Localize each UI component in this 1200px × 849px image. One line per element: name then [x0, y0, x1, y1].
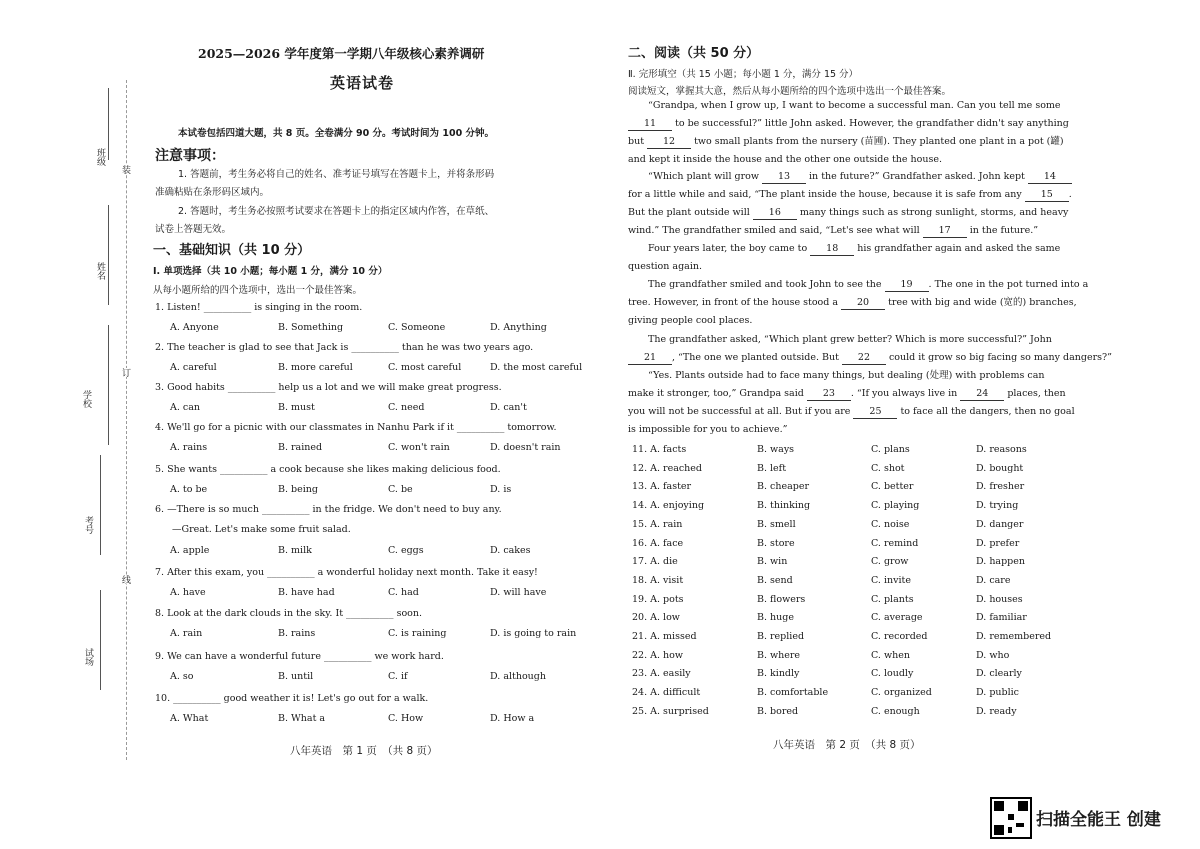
- cloze-blank: 25: [853, 406, 897, 419]
- passage-text: .: [1068, 189, 1072, 200]
- passage-text: tree with big and wide (宽的) branches,: [885, 297, 1077, 308]
- class-label: 班级: [95, 148, 105, 166]
- cloze-option: D. remembered: [976, 631, 1052, 642]
- cloze-option: 23. A. easily: [632, 668, 691, 680]
- part1-instruction: 从每小题所给的四个选项中，选出一个最佳答案。: [153, 285, 363, 296]
- passage-line: [628, 261, 702, 273]
- cloze-option: D. who: [976, 649, 1010, 661]
- cloze-option: B. flowers: [757, 593, 806, 605]
- notice-item2-b: 试卷上答题无效。: [155, 224, 232, 235]
- cloze-option: B. replied: [757, 631, 805, 642]
- school-label: 学校: [81, 390, 91, 408]
- passage-text: to face all the dangers, then no goal: [897, 406, 1075, 417]
- passage-line: [628, 225, 1038, 238]
- qr-code-icon: [990, 797, 1032, 839]
- question-option: B. until: [278, 671, 314, 682]
- cloze-blank: 22: [842, 352, 886, 365]
- cloze-option: 14. A. enjoying: [632, 500, 705, 512]
- paper-title: 英语试卷: [330, 74, 395, 92]
- cloze-option: 21. A. missed: [632, 631, 697, 642]
- cloze-option: B. left: [757, 462, 787, 474]
- notice-item1-b: 准确粘贴在条形码区域内。: [155, 187, 270, 198]
- cloze-option: B. bored: [757, 705, 799, 717]
- question-stem: 5. She wants __________ a cook because she likes making delicious food.: [155, 464, 501, 475]
- question-option: A. have: [170, 587, 206, 598]
- passage-text: for a little while and said, “The plant inside the house, because it is safe from any: [628, 189, 1025, 200]
- passage-line: [628, 118, 1069, 131]
- cloze-blank: 17: [923, 225, 967, 238]
- passage-line: [628, 315, 752, 327]
- passage-text: many things such as strong sunlight, storms, and heavy: [796, 207, 1069, 218]
- room-field-line: [100, 590, 101, 690]
- cloze-option: B. thinking: [757, 500, 811, 512]
- question-stem: 3. Good habits __________ help us a lot and we will make great progress.: [155, 382, 502, 393]
- cloze-option: B. send: [757, 574, 793, 586]
- cloze-option: D. care: [976, 574, 1011, 586]
- cloze-option: 25. A. surprised: [632, 705, 709, 717]
- cloze-option: 12. A. reached: [632, 462, 702, 474]
- question-stem: 2. The teacher is glad to see that Jack is __________ than he was two years ago.: [155, 342, 534, 353]
- cloze-option: D. fresher: [976, 481, 1025, 493]
- cloze-option: D. familiar: [976, 612, 1027, 624]
- part1-subtitle: Ⅰ. 单项选择（共 10 小题；每小题 1 分，满分 10 分）: [153, 266, 388, 277]
- passage-text: you will not be successful at all. But if you are: [628, 406, 854, 417]
- cloze-option: C. noise: [871, 518, 910, 530]
- cloze-option: C. better: [871, 481, 914, 493]
- passage-line: [628, 189, 1072, 202]
- question-stem-reply: —Great. Let's make some fruit salad.: [172, 524, 351, 535]
- cloze-option: D. reasons: [976, 444, 1027, 455]
- intro-text: 本试卷包括四道大题，共 8 页。全卷满分 90 分。考试时间为 100 分钟。: [178, 128, 495, 139]
- cloze-option: C. loudly: [871, 668, 914, 680]
- cloze-option: C. shot: [871, 462, 905, 474]
- question-option: B. must: [278, 402, 315, 413]
- passage-text: question again.: [628, 261, 702, 272]
- question-option: C. eggs: [388, 545, 424, 556]
- passage-line: [648, 100, 1061, 112]
- passage-line: [648, 243, 1060, 256]
- passage-text: giving people cool places.: [628, 315, 753, 326]
- part2-subtitle: Ⅱ. 完形填空（共 15 小题；每小题 1 分，满分 15 分）: [628, 69, 859, 80]
- question-option: D. will have: [490, 587, 547, 598]
- passage-line: [648, 171, 1072, 184]
- cloze-blank: 14: [1028, 171, 1072, 184]
- cloze-option: B. comfortable: [757, 687, 829, 699]
- page1-footer: 八年英语 第 1 页 （共 8 页）: [290, 745, 438, 757]
- question-option: B. more careful: [278, 362, 353, 373]
- cloze-option: C. remind: [871, 537, 919, 549]
- cloze-option: C. enough: [871, 705, 920, 717]
- passage-text: tree. However, in front of the house stood a: [628, 297, 842, 308]
- question-option: D. cakes: [490, 545, 531, 556]
- cloze-option: B. win: [757, 556, 788, 568]
- cloze-option: C. when: [871, 649, 910, 661]
- cloze-option: D. happen: [976, 556, 1026, 568]
- passage-line: [628, 424, 788, 436]
- passage-line: [648, 279, 1088, 292]
- binding-mark-zhuang: 装: [120, 165, 130, 174]
- question-option: C. had: [388, 587, 419, 598]
- question-option: A. to be: [170, 484, 208, 495]
- question-stem: 9. We can have a wonderful future __________ we work hard.: [155, 651, 444, 662]
- passage-text: “Which plant will grow: [648, 171, 762, 182]
- cloze-option: B. kindly: [757, 668, 800, 680]
- cloze-option: 18. A. visit: [632, 574, 684, 586]
- passage-text: but: [628, 136, 648, 147]
- cloze-blank: 24: [960, 388, 1004, 401]
- question-option: C. most careful: [388, 362, 462, 373]
- cloze-blank: 16: [753, 207, 797, 220]
- cloze-option: 13. A. faster: [632, 481, 692, 493]
- cloze-blank: 21: [628, 352, 672, 365]
- cloze-blank: 13: [762, 171, 806, 184]
- question-option: B. rained: [278, 442, 323, 453]
- class-field-line: [108, 88, 109, 160]
- cloze-blank: 18: [810, 243, 854, 256]
- scanner-watermark: 扫描全能王 创建: [1036, 810, 1161, 830]
- name-label: 姓名: [95, 262, 105, 280]
- cloze-option: D. ready: [976, 705, 1017, 717]
- question-option: C. is raining: [388, 628, 447, 639]
- question-option: A. rains: [170, 442, 208, 453]
- cloze-option: 24. A. difficult: [632, 687, 701, 699]
- exam-no-field-line: [100, 455, 101, 555]
- passage-line: [628, 388, 1066, 401]
- cloze-option: B. store: [757, 537, 795, 549]
- passage-line: [628, 406, 1075, 419]
- question-option: D. How a: [490, 713, 535, 724]
- notice-item1-a: 1. 答题前，考生务必将自己的姓名、准考证号填写在答题卡上，并将条形码: [178, 169, 495, 180]
- question-option: A. can: [170, 402, 201, 413]
- cloze-option: 11. A. facts: [632, 444, 687, 455]
- question-option: A. Anyone: [170, 322, 219, 333]
- question-option: D. can't: [490, 402, 527, 413]
- passage-line: [628, 297, 1077, 310]
- question-option: C. won't rain: [388, 442, 450, 453]
- cloze-option: 22. A. how: [632, 649, 683, 661]
- passage-text: in the future?” Grandfather asked. John kept: [806, 171, 1028, 182]
- part2-instruction: 阅读短文，掌握其大意，然后从每小题所给的四个选项中选出一个最佳答案。: [628, 86, 952, 97]
- part2-title: 二、阅读（共 50 分）: [628, 46, 760, 61]
- passage-text: “Grandpa, when I grow up, I want to become a successful man. Can you tell me some: [648, 100, 1061, 111]
- cloze-blank: 15: [1025, 189, 1069, 202]
- question-stem: 10. __________ good weather it is! Let's go out for a walk.: [155, 693, 429, 704]
- passage-line: [628, 136, 1064, 149]
- cloze-option: 19. A. pots: [632, 593, 684, 605]
- passage-text: could it grow so big facing so many dangers?”: [885, 352, 1112, 363]
- name-field-line: [108, 205, 109, 305]
- binding-mark-ding: 订: [120, 368, 130, 377]
- passage-text: But the plant outside will: [628, 207, 753, 218]
- binding-mark-xian: 线: [120, 575, 130, 584]
- question-option: D. the most careful: [490, 362, 583, 373]
- question-option: C. need: [388, 402, 425, 413]
- cloze-option: D. houses: [976, 593, 1023, 605]
- cloze-option: D. prefer: [976, 537, 1020, 549]
- cloze-option: C. grow: [871, 556, 909, 568]
- cloze-option: 20. A. low: [632, 612, 680, 624]
- cloze-option: B. smell: [757, 518, 796, 530]
- cloze-blank: 12: [647, 136, 691, 149]
- passage-text: The grandfather smiled and took John to see the: [648, 279, 885, 290]
- passage-text: two small plants from the nursery (苗圃). They planted one plant in a pot (罐): [691, 136, 1064, 147]
- passage-text: in the future.”: [966, 225, 1039, 236]
- passage-text: his grandfather again and asked the same: [854, 243, 1061, 254]
- school-field-line: [108, 325, 109, 445]
- cloze-option: C. recorded: [871, 631, 928, 642]
- question-stem: 1. Listen! __________ is singing in the room.: [155, 302, 363, 313]
- passage-text: places, then: [1004, 388, 1066, 399]
- question-option: A. so: [170, 671, 194, 682]
- passage-text: “Yes. Plants outside had to face many things, but dealing (处理) with problems can: [648, 370, 1045, 381]
- notice-item2-a: 2. 答题时，考生务必按照考试要求在答题卡上的指定区域内作答，在草纸、: [178, 206, 495, 217]
- cloze-option: D. bought: [976, 462, 1024, 474]
- passage-text: wind.” The grandfather smiled and said, “Let's see what will: [628, 225, 923, 236]
- question-option: B. being: [278, 484, 318, 495]
- cloze-blank: 19: [885, 279, 929, 292]
- passage-text: , “The one we planted outside. But: [672, 352, 842, 363]
- question-stem: 6. —There is so much __________ in the fridge. We don't need to buy any.: [155, 504, 502, 515]
- cloze-blank: 23: [807, 388, 851, 401]
- passage-line: [628, 352, 1112, 365]
- passage-text: and kept it inside the house and the other one outside the house.: [628, 154, 943, 165]
- cloze-option: D. public: [976, 687, 1019, 699]
- exam-title: 2025—2026 学年度第一学期八年级核心素养调研: [198, 46, 485, 61]
- cloze-option: B. where: [757, 649, 801, 661]
- question-option: C. Someone: [388, 322, 446, 333]
- cloze-option: B. huge: [757, 612, 794, 624]
- question-option: A. careful: [170, 362, 217, 373]
- question-option: A. apple: [170, 545, 210, 556]
- question-stem: 7. After this exam, you __________ a wonderful holiday next month. Take it easy!: [155, 567, 538, 578]
- question-option: A. What: [170, 713, 209, 724]
- passage-line: [648, 334, 1052, 346]
- question-option: D. although: [490, 671, 546, 682]
- passage-text: Four years later, the boy came to: [648, 243, 811, 254]
- question-option: B. milk: [278, 545, 312, 556]
- cloze-option: C. plants: [871, 593, 914, 605]
- passage-line: [628, 207, 1068, 220]
- cloze-option: 15. A. rain: [632, 518, 683, 530]
- passage-text: is impossible for you to achieve.”: [628, 424, 788, 435]
- cloze-option: D. trying: [976, 500, 1019, 512]
- part1-title: 一、基础知识（共 10 分）: [153, 243, 311, 258]
- passage-line: [628, 154, 942, 166]
- question-stem: 4. We'll go for a picnic with our classmates in Nanhu Park if it __________ tomorrow.: [155, 422, 557, 433]
- page2-footer: 八年英语 第 2 页 （共 8 页）: [773, 739, 921, 751]
- question-option: C. How: [388, 713, 424, 724]
- question-option: A. rain: [170, 628, 203, 639]
- cloze-option: B. ways: [757, 444, 795, 455]
- passage-line: [648, 370, 1045, 382]
- question-stem: 8. Look at the dark clouds in the sky. It __________ soon.: [155, 608, 423, 619]
- room-label: 试场: [83, 648, 93, 666]
- question-option: D. doesn't rain: [490, 442, 561, 453]
- cloze-option: C. average: [871, 612, 923, 624]
- passage-text: . The one in the pot turned into a: [928, 279, 1089, 290]
- question-option: B. have had: [278, 587, 335, 598]
- question-option: D. Anything: [490, 322, 547, 333]
- notice-title: 注意事项：: [155, 148, 225, 164]
- exam-no-label: 考号: [83, 516, 93, 534]
- cloze-option: C. organized: [871, 687, 932, 699]
- cloze-option: C. playing: [871, 500, 920, 512]
- cloze-option: D. danger: [976, 518, 1024, 530]
- cloze-option: C. invite: [871, 574, 911, 586]
- question-option: C. be: [388, 484, 413, 495]
- cloze-option: 17. A. die: [632, 556, 678, 568]
- question-option: D. is: [490, 484, 512, 495]
- cloze-option: 16. A. face: [632, 537, 684, 549]
- cloze-blank: 20: [841, 297, 885, 310]
- passage-text: to be successful?” little John asked. However, the grandfather didn't say anything: [672, 118, 1069, 129]
- question-option: C. if: [388, 671, 408, 682]
- passage-text: . “If you always live in: [850, 388, 961, 399]
- passage-text: The grandfather asked, “Which plant grew better? Which is more successful?” John: [648, 334, 1052, 345]
- cloze-option: D. clearly: [976, 668, 1022, 680]
- cloze-option: B. cheaper: [757, 481, 809, 493]
- binding-dashed-line: [126, 80, 127, 760]
- passage-text: make it stronger, too,” Grandpa said: [628, 388, 807, 399]
- question-option: B. Something: [278, 322, 344, 333]
- question-option: B. rains: [278, 628, 316, 639]
- question-option: D. is going to rain: [490, 628, 577, 639]
- cloze-option: C. plans: [871, 444, 910, 455]
- cloze-blank: 11: [628, 118, 672, 131]
- question-option: B. What a: [278, 713, 326, 724]
